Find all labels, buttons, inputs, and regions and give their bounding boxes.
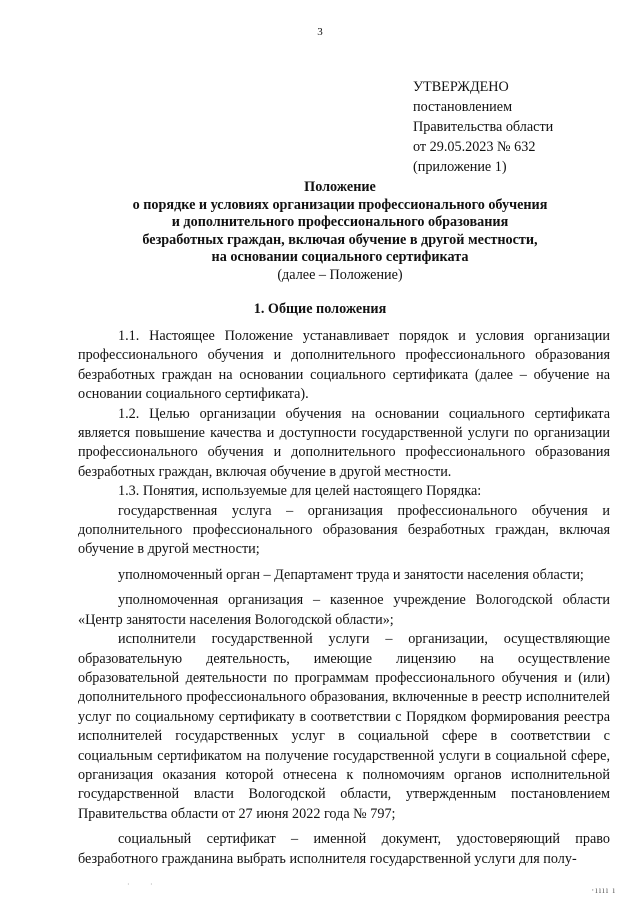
title-note: (далее – Положение) bbox=[277, 266, 403, 283]
paragraph: 1.1. Настоящее Положение устанавливает порядок и условия организации профессионального обучения и дополнительного профессионального образования безработных граждан на основании социального сертификата (далее – обучение на основании социального сертификата). bbox=[78, 328, 610, 403]
title-line: о порядке и условиях организации профессионального обучения bbox=[132, 196, 548, 213]
title-line: на основании социального сертификата bbox=[211, 249, 469, 265]
title-line: и дополнительного профессионального образования bbox=[171, 214, 509, 230]
approval-line: постановлением bbox=[413, 99, 513, 115]
paragraph: уполномоченная организация – казенное учреждение Вологодской области «Центр занятости населения Вологодской области»; bbox=[78, 592, 610, 628]
approval-line: УТВЕРЖДЕНО bbox=[413, 79, 509, 95]
scan-speck: · bbox=[150, 880, 153, 889]
body-text bbox=[78, 327, 610, 869]
approval-line: (приложение 1) bbox=[413, 159, 507, 175]
section-heading: 1. Общие положения bbox=[253, 301, 387, 317]
approval-line: от 29.05.2023 № 632 bbox=[413, 139, 536, 155]
page-number: 3 bbox=[317, 26, 323, 38]
paragraph: государственная услуга – организация профессионального обучения и дополнительного профессионального образования безработных граждан, включая обучение в другой местности; bbox=[78, 502, 610, 558]
title-line: Положение bbox=[304, 179, 376, 195]
paragraph: уполномоченный орган – Департамент труда и занятости населения области; bbox=[118, 566, 584, 583]
approval-stamp bbox=[413, 77, 553, 177]
paragraph: 1.3. Понятия, используемые для целей настоящего Порядка: bbox=[118, 483, 482, 500]
paragraph: 1.2. Целью организации обучения на основании социального сертификата является повышение качества и доступности государственной услуги по организации профессионального обучения и дополнительного профессионального образования безработных граждан, включая обучение в другой местности. bbox=[78, 405, 610, 480]
paragraph: социальный сертификат – именной документ, удостоверяющий право безработного гражданина выбрать исполнителя государственной услуги для полу- bbox=[78, 831, 610, 867]
approval-line: Правительства области bbox=[413, 119, 554, 135]
document-title bbox=[40, 179, 640, 284]
paragraph: исполнители государственной услуги – организации, осуществляющие образовательную деятельность, имеющие лицензию на осуществление образовательной деятельности по программам профессионального обучения и (или) дополнительного профессионального образования, включенные в реестр исполнителей услуг по социальному сертификату в соответствии с Порядком формирования реестра исполнителей государственных услуг в социальной сфере в соответствии с социальным сертификатом на получение государственной услуги в социальной сфере, организация оказания которой отнесена к полномочиям органов исполнительной государственной власти Вологодской области, утвержденным постановлением Правительства области от 27 июня 2022 года № 797; bbox=[78, 631, 610, 822]
scan-speck: · bbox=[127, 880, 130, 889]
scan-marks: ·ıııı ı bbox=[591, 885, 616, 895]
title-line: безработных граждан, включая обучение в другой местности, bbox=[142, 231, 538, 248]
